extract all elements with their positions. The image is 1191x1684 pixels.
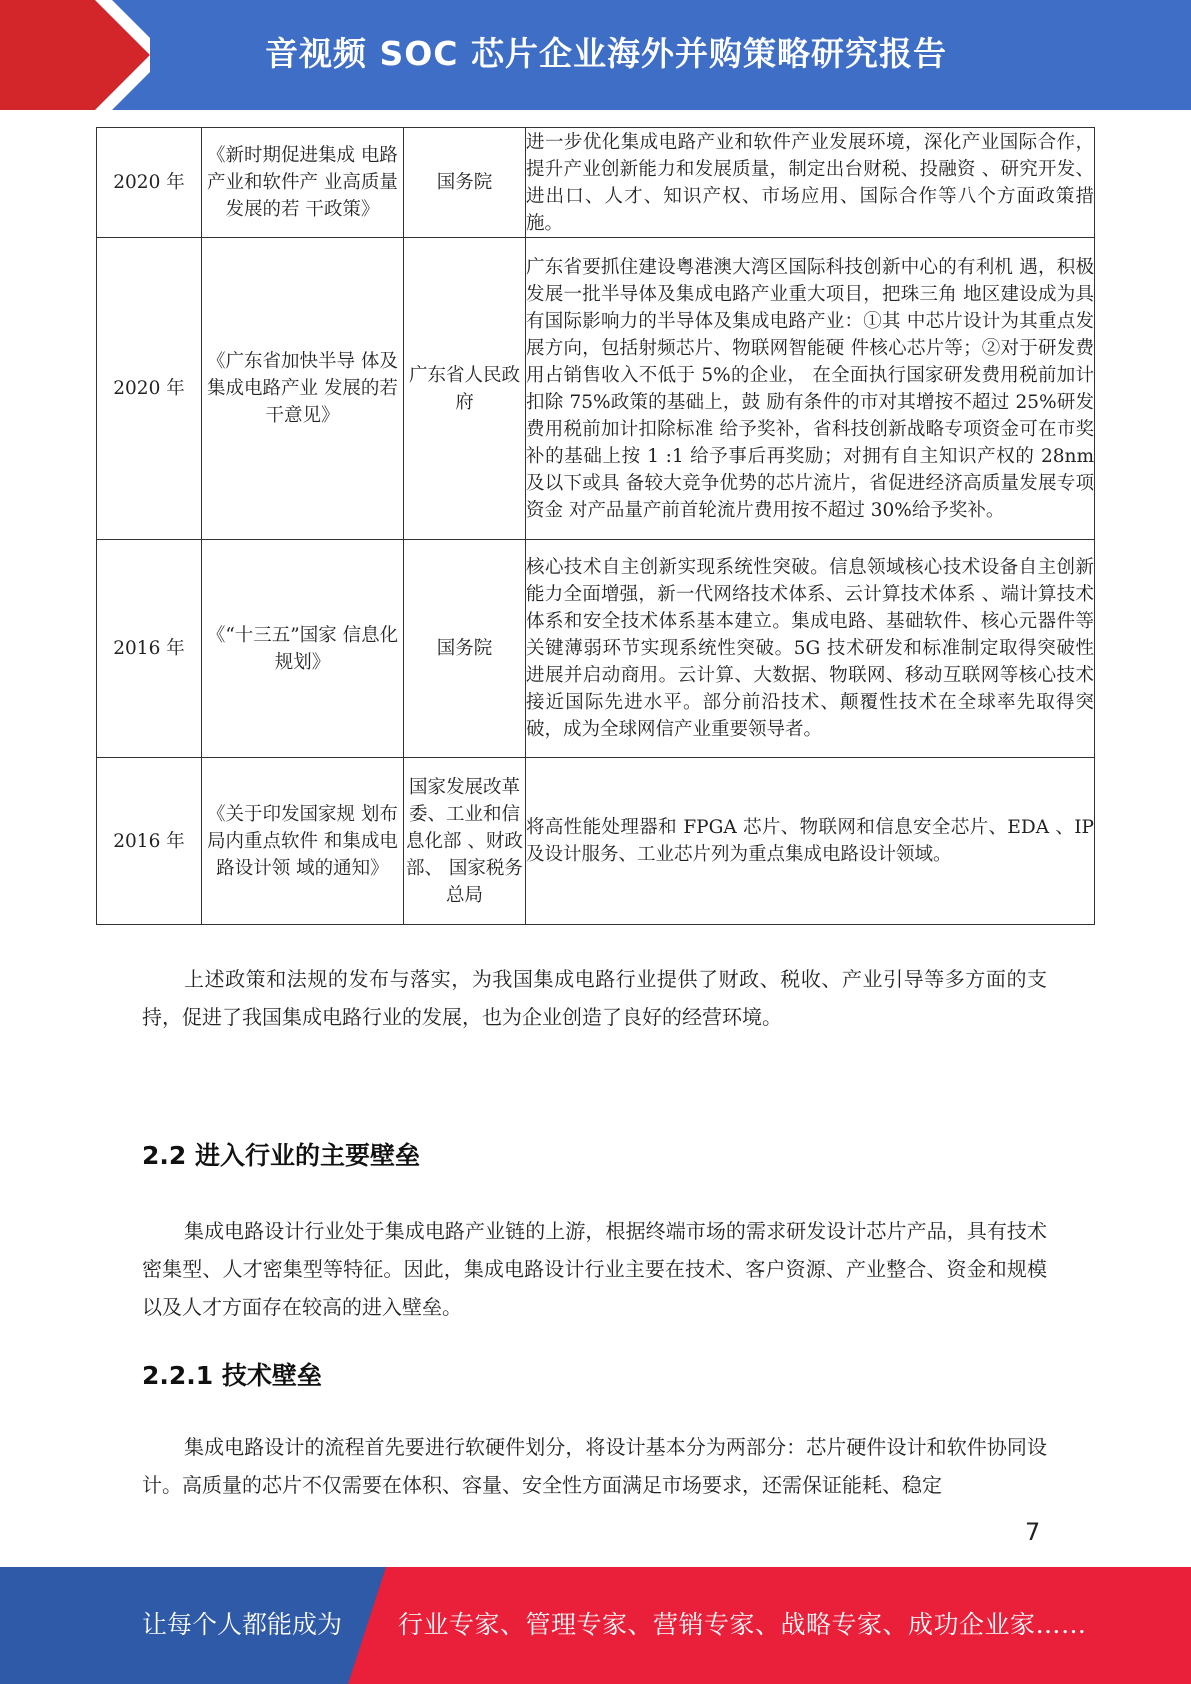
table-cell-issuer: 国务院 — [404, 540, 526, 758]
table-cell-content: 进一步优化集成电路产业和软件产业发展环境，深化产业国际合作，提升产业创新能力和发展质量，制定出台财税、投融资 、研究开发、进出口、人才、知识产权、市场应用、国际合作等八个方面政策措施。 — [526, 128, 1095, 238]
table-cell-year: 2020 年 — [97, 238, 202, 540]
table-cell-issuer: 国务院 — [404, 128, 526, 238]
section-heading-2-2-1: 2.2.1 技术壁垒 — [142, 1361, 322, 1390]
table-cell-content: 核心技术自主创新实现系统性突破。信息领域核心技术设备自主创新能力全面增强，新一代网络技术体系、云计算技术体系 、端计算技术体系和安全技术体系基本建立。集成电路、基础软件、核心元器件等关键薄弱环节实现系统性突破。5G 技术研发和标准制定取得突破性进展并启动商用。云计算、大数据、物联网、移动互联网等核心技术接近国际先进水平。部分前沿技术、颠覆性技术在全球率先取得突破，成为全球网信产业重要领导者。 — [526, 540, 1095, 758]
table-cell-issuer: 国家发展改革委、工业和信息化部 、财政部、 国家税务 总局 — [404, 758, 526, 925]
policy-table — [96, 127, 1095, 925]
paragraph-2-2: 集成电路设计行业处于集成电路产业链的上游，根据终端市场的需求研发设计芯片产品，具有技术密集型、人才密集型等特征。因此，集成电路设计行业主要在技术、客户资源、产业整合、资金和规模以及人才方面存在较高的进入壁垒。 — [142, 1219, 1047, 1319]
table-cell-policy-title: 《广东省加快半导 体及集成电路产业 发展的若干意见》 — [202, 238, 404, 540]
table-cell-content: 广东省要抓住建设粤港澳大湾区国际科技创新中心的有利机 遇，积极发展一批半导体及集成电路产业重大项目，把珠三角 地区建设成为具有国际影响力的半导体及集成电路产业：①其 中芯片设计为其重点发展方向，包括射频芯片、物联网智能硬 件核心芯片等；②对于研发费用占销售收入不低于 5%的企业， 在全面执行国家研发费用税前加计扣除 75%政策的基础上，鼓 励有条件的市对其增按不超过 25%研发费用税前加计扣除标准 给予奖补，省科技创新战略专项资金可在市奖补的基础上按 1 :1 给予事后再奖励；对拥有自主知识产权的 28nm 及以下或具 备较大竞争优势的芯片流片，省促进经济高质量发展专项资金 对产品量产前首轮流片费用按不超过 30%给予奖补。 — [526, 238, 1095, 540]
table-cell-content: 将高性能处理器和 FPGA 芯片、物联网和信息安全芯片、EDA 、IP 及设计服务、工业芯片列为重点集成电路设计领域。 — [526, 758, 1095, 925]
table-row — [97, 238, 1095, 540]
paragraph-2-2-1: 集成电路设计的流程首先要进行软硬件划分，将设计基本分为两部分：芯片硬件设计和软件协同设计。高质量的芯片不仅需要在体积、容量、安全性方面满足市场要求，还需保证能耗、稳定 — [142, 1435, 1047, 1497]
table-cell-issuer: 广东省人民政府 — [404, 238, 526, 540]
table-cell-year: 2016 年 — [97, 758, 202, 925]
table-cell-year: 2016 年 — [97, 540, 202, 758]
page-footer — [0, 1567, 1191, 1684]
page-number: 7 — [1025, 1518, 1041, 1546]
table-row — [97, 128, 1095, 238]
section-heading-2-2: 2.2 进入行业的主要壁垒 — [142, 1141, 420, 1170]
footer-slogan-right: 行业专家、管理专家、营销专家、战略专家、成功企业家…… — [398, 1610, 1087, 1639]
table-row — [97, 758, 1095, 925]
table-row — [97, 540, 1095, 758]
table-cell-year: 2020 年 — [97, 128, 202, 238]
report-title: 音视频 SOC 芯片企业海外并购策略研究报告 — [265, 34, 948, 73]
table-cell-policy-title: 《新时期促进集成 电路产业和软件产 业高质量发展的若 干政策》 — [202, 128, 404, 238]
header-red-arrow-decoration — [0, 0, 150, 110]
table-cell-policy-title: 《关于印发国家规 划布局内重点软件 和集成电路设计领 域的通知》 — [202, 758, 404, 925]
footer-slogan-left: 让每个人都能成为 — [142, 1610, 343, 1639]
paragraph-policy-summary: 上述政策和法规的发布与落实，为我国集成电路行业提供了财政、税收、产业引导等多方面的支持，促进了我国集成电路行业的发展，也为企业创造了良好的经营环境。 — [142, 967, 1047, 1029]
page-header — [0, 0, 1191, 110]
table-cell-policy-title: 《“十三五”国家 信息化规划》 — [202, 540, 404, 758]
